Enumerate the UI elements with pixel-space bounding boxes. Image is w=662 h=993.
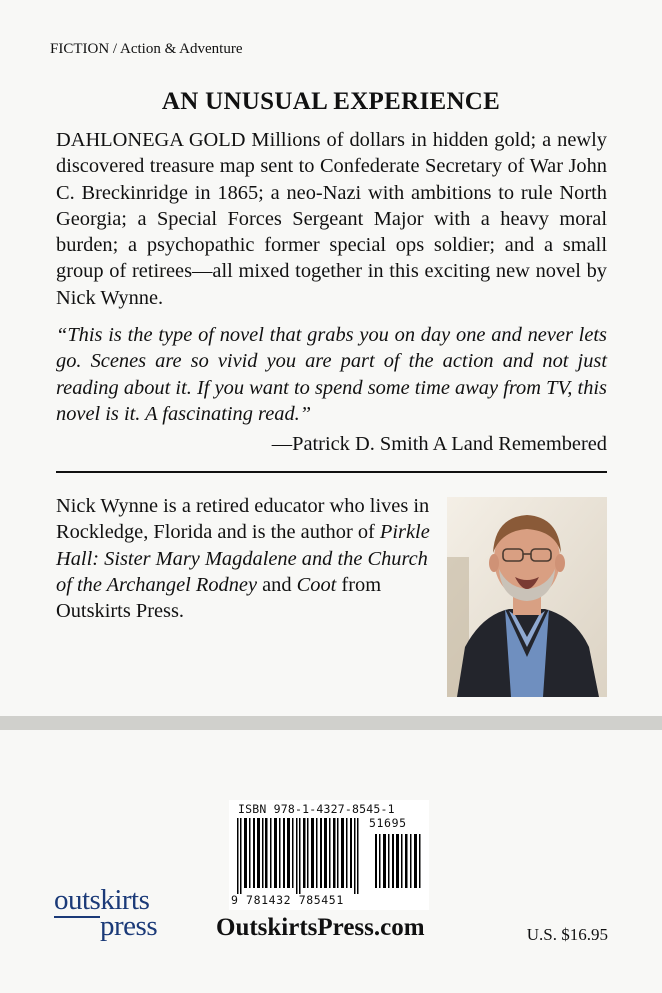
- review-quote: “This is the type of novel that grabs you on day one and never lets go. Scenes are so vivid you are part of the action and not just reading about it. If you want to spend some time away from TV, this novel is it. A fascinating read.”: [56, 324, 607, 425]
- bio-book-title-2: Coot: [296, 573, 337, 596]
- isbn-label: ISBN 978-1-4327-8545-1: [238, 802, 395, 816]
- blurb-heading: AN UNUSUAL EXPERIENCE: [161, 88, 501, 115]
- price-label: U.S. $16.95: [526, 925, 608, 944]
- publisher-logo: [54, 885, 172, 947]
- logo-underline: [54, 916, 100, 918]
- barcode: [229, 800, 429, 910]
- divider: [56, 471, 607, 473]
- author-photo: [447, 497, 607, 697]
- bio-book-title-1: Pirkle Hall: Sister Mary Magdalene and the Church of the Archangel Rodney: [56, 521, 430, 596]
- author-portrait-icon: [447, 497, 607, 697]
- category-label: FICTION / Action & Adventure: [50, 41, 243, 57]
- book-description: DAHLONEGA GOLD Millions of dollars in hidden gold; a newly discovered treasure map sent to Confederate Secretary of War John C. Breckinridge in 1865; a neo-Nazi with ambitions to rule North Georgia; a Special Forces Sergeant Major with a heavy moral burden; a psychopathic former special ops soldier; and a small group of retirees—all mixed together in this exciting new novel by Nick Wynne.: [56, 129, 607, 309]
- author-bio: [56, 493, 438, 624]
- quote-attribution: —Patrick D. Smith A Land Remembered: [271, 433, 607, 455]
- bio-text-3: from Outskirts Press.: [56, 573, 382, 623]
- bio-text-2: and: [257, 573, 297, 596]
- barcode-addon-digits: 51695: [369, 816, 407, 830]
- barcode-digits: 9 781432 785451: [231, 893, 344, 907]
- bio-text-1: Nick Wynne is a retired educator who lives in Rockledge, Florida and is the author of: [56, 495, 430, 544]
- divider-band: [0, 716, 662, 730]
- logo-word-press: press: [100, 910, 158, 942]
- logo-word-outskirts: outskirts: [54, 884, 150, 916]
- publisher-website: OutskirtsPress.com: [216, 914, 425, 941]
